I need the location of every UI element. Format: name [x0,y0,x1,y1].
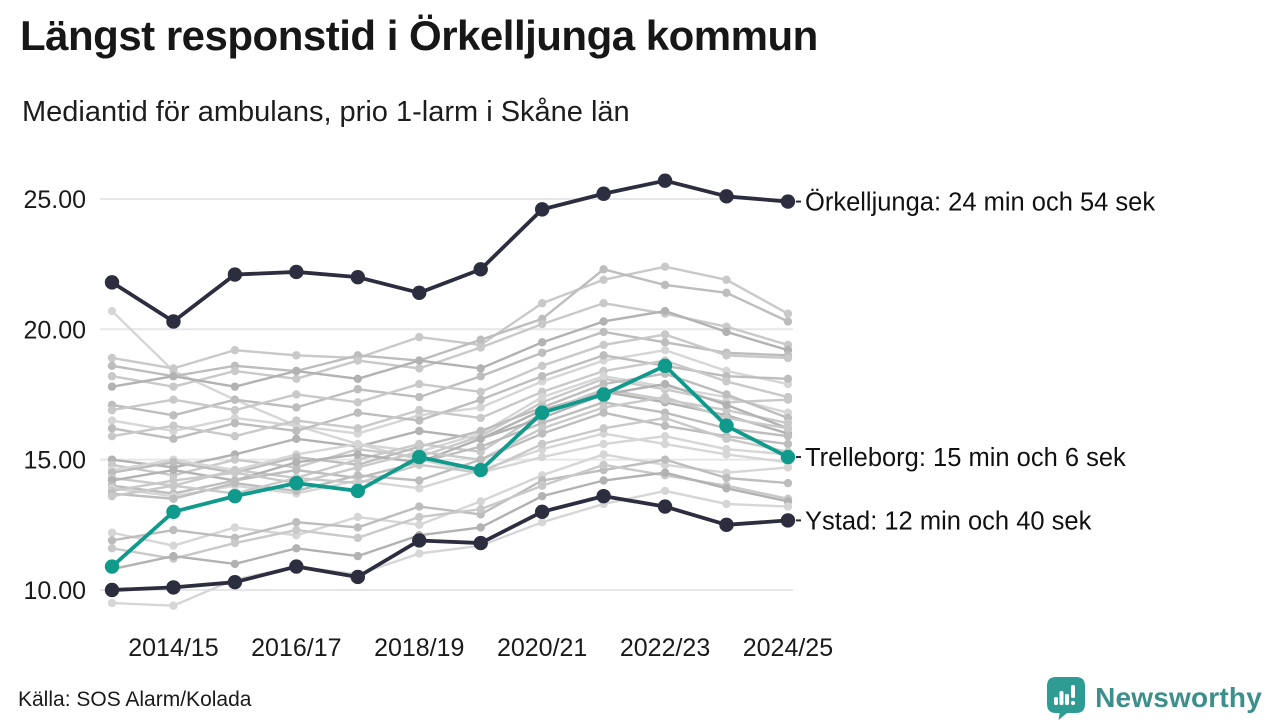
municipality-series-point [415,549,423,557]
municipality-series-point [661,440,669,448]
series-trelleborg-point [719,419,733,433]
municipality-series-point [538,349,546,357]
municipality-series-point [477,435,485,443]
municipality-series-line [112,269,788,376]
series-annotation-label: Trelleborg: 15 min och 6 sek [805,444,1126,473]
municipality-series-point [415,356,423,364]
municipality-series-point [415,513,423,521]
series-ystad-point [781,513,795,527]
series-ystad-point [535,505,549,519]
municipality-series-point [292,403,300,411]
municipality-series-point [292,435,300,443]
municipality-series-point [784,502,792,510]
y-axis-tick-label: 25.00 [23,185,86,214]
y-axis-tick-label: 20.00 [23,316,86,345]
municipality-series-point [169,526,177,534]
municipality-series-point [722,484,730,492]
x-axis-tick-label: 2024/25 [742,634,834,662]
municipality-series-point [784,309,792,317]
municipality-series-point [354,552,362,560]
municipality-series-point [599,440,607,448]
municipality-series-point [169,466,177,474]
series-rkelljunga-point [658,174,672,188]
series-rkelljunga-point [474,262,488,276]
municipality-series-point [231,468,239,476]
municipality-series-point [231,382,239,390]
municipality-series-point [661,432,669,440]
municipality-series-point [722,289,730,297]
municipality-series-point [354,450,362,458]
municipality-series-point [477,388,485,396]
municipality-series-point [292,375,300,383]
municipality-series-point [108,432,116,440]
series-rkelljunga-point [228,267,242,281]
municipality-series-point [661,468,669,476]
page-title: Längst responstid i Örkelljunga kommun [20,12,818,59]
series-trelleborg-point [105,559,119,573]
series-annotation-label: Örkelljunga: 24 min och 54 sek [805,188,1156,217]
x-axis-tick-label: 2014/15 [128,634,219,662]
municipality-series-point [292,427,300,435]
series-rkelljunga-point [719,189,733,203]
municipality-series-point [784,375,792,383]
municipality-series-point [722,328,730,336]
municipality-series-point [599,424,607,432]
municipality-series-point [292,390,300,398]
municipality-series-point [661,487,669,495]
series-ystad-point [596,489,610,503]
municipality-series-point [661,393,669,401]
municipality-series-point [415,333,423,341]
municipality-series-point [661,455,669,463]
municipality-series-point [415,521,423,529]
municipality-series-point [354,385,362,393]
municipality-series-point [231,455,239,463]
municipality-series-point [292,416,300,424]
municipality-series-point [599,409,607,417]
newsworthy-bubble-chart-icon [1046,676,1086,720]
municipality-series-line [112,379,788,475]
municipality-series-point [354,398,362,406]
municipality-series-point [231,395,239,403]
newsworthy-logo [1046,676,1262,720]
municipality-series-point [661,281,669,289]
municipality-series-point [415,427,423,435]
municipality-series-point [415,476,423,484]
municipality-series-point [784,479,792,487]
municipality-series-point [108,544,116,552]
municipality-series-point [108,362,116,370]
municipality-series-point [722,377,730,385]
municipality-series-point [538,440,546,448]
municipality-series-point [415,393,423,401]
municipality-series-point [599,341,607,349]
municipality-series-point [722,450,730,458]
municipality-series-point [661,380,669,388]
municipality-series-point [415,440,423,448]
series-trelleborg-point [228,489,242,503]
series-ystad-point [166,580,180,594]
series-rkelljunga-point [166,314,180,328]
y-axis-tick-label: 10.00 [23,577,86,605]
municipality-series-point [661,307,669,315]
series-trelleborg-point [166,505,180,519]
municipality-series-point [169,372,177,380]
municipality-series-point [538,372,546,380]
series-rkelljunga-point [596,187,610,201]
series-trelleborg-point [535,406,549,420]
municipality-series-point [108,492,116,500]
municipality-series-point [599,461,607,469]
municipality-series-point [538,393,546,401]
municipality-series-point [477,343,485,351]
municipality-series-point [538,518,546,526]
x-axis-tick-label: 2018/19 [374,634,465,662]
municipality-series-point [477,497,485,505]
municipality-series-point [354,513,362,521]
municipality-series-point [169,411,177,419]
municipality-series-point [169,422,177,430]
series-rkelljunga-line [112,181,788,322]
municipality-series-point [354,409,362,417]
municipality-series-point [169,495,177,503]
x-axis-tick-label: 2020/21 [496,634,588,662]
municipality-series-point [169,541,177,549]
municipality-series-point [722,474,730,482]
municipality-series-point [784,432,792,440]
municipality-series-point [231,560,239,568]
series-rkelljunga-point [105,275,119,289]
municipality-series-point [354,471,362,479]
series-ystad-point [228,575,242,589]
x-axis-tick-label: 2016/17 [251,634,342,662]
municipality-series-point [415,364,423,372]
municipality-series-point [477,364,485,372]
chart-subtitle: Mediantid för ambulans, prio 1-larm i Skåne län [22,96,630,128]
municipality-series-point [292,544,300,552]
municipality-series-point [231,346,239,354]
municipality-series-point [292,458,300,466]
municipality-series-point [292,526,300,534]
municipality-series-point [599,328,607,336]
municipality-series-point [108,424,116,432]
series-rkelljunga-point [351,270,365,284]
municipality-series-point [169,395,177,403]
series-annotation-label: Ystad: 12 min och 40 sek [805,507,1092,536]
municipality-series-point [292,351,300,359]
municipality-series-point [477,336,485,344]
municipality-series-point [722,390,730,398]
municipality-series-point [231,539,239,547]
series-ystad-point [719,518,733,532]
municipality-series-point [231,419,239,427]
municipality-series-point [722,276,730,284]
municipality-series-point [169,552,177,560]
municipality-series-point [784,463,792,471]
municipality-series-point [108,599,116,607]
municipality-series-point [108,354,116,362]
series-trelleborg-point [596,387,610,401]
series-trelleborg-point [781,450,795,464]
municipality-series-point [538,482,546,490]
newsworthy-wordmark: Newsworthy [1095,682,1262,713]
series-rkelljunga-point [781,194,795,208]
municipality-series-point [169,382,177,390]
series-ystad-point [351,570,365,584]
municipality-series-point [477,523,485,531]
municipality-series-point [722,351,730,359]
municipality-series-point [599,265,607,273]
municipality-series-point [169,482,177,490]
series-ystad-point [412,533,426,547]
municipality-series-point [354,375,362,383]
series-rkelljunga-point [535,202,549,216]
municipality-series-point [538,299,546,307]
municipality-series-point [108,528,116,536]
municipality-series-point [354,424,362,432]
municipality-series-point [415,484,423,492]
municipality-series-point [108,406,116,414]
municipality-series-point [661,330,669,338]
municipality-series-point [599,476,607,484]
municipality-series-point [354,523,362,531]
municipality-series-point [169,364,177,372]
municipality-series-point [292,466,300,474]
municipality-series-point [599,276,607,284]
municipality-series-point [477,505,485,513]
municipality-series-point [784,395,792,403]
municipality-series-point [231,523,239,531]
municipality-series-point [292,367,300,375]
municipality-series-point [599,317,607,325]
municipality-series-point [661,422,669,430]
municipality-series-point [784,424,792,432]
series-ystad-point [474,536,488,550]
municipality-series-point [169,601,177,609]
municipality-series-point [599,299,607,307]
municipality-series-point [599,372,607,380]
municipality-series-point [292,518,300,526]
municipality-series-point [231,406,239,414]
municipality-series-point [661,263,669,271]
municipality-series-point [415,380,423,388]
municipality-series-point [538,453,546,461]
municipality-series-point [354,440,362,448]
municipality-series-point [661,338,669,346]
y-axis-tick-label: 15.00 [23,446,86,475]
series-trelleborg-point [412,450,426,464]
municipality-series-point [477,455,485,463]
municipality-series-point [599,450,607,458]
municipality-series-point [538,320,546,328]
series-rkelljunga-point [289,265,303,279]
municipality-series-point [784,317,792,325]
municipality-series-point [477,442,485,450]
municipality-series-point [722,435,730,443]
municipality-series-point [477,414,485,422]
series-rkelljunga-point [412,286,426,300]
municipality-series-point [477,427,485,435]
municipality-series-point [108,416,116,424]
municipality-series-point [538,492,546,500]
municipality-series-point [108,536,116,544]
municipality-series-point [415,406,423,414]
municipality-series-point [108,372,116,380]
municipality-series-point [108,382,116,390]
municipality-series-point [784,440,792,448]
x-axis-tick-label: 2022/23 [619,634,711,662]
source-note: Källa: SOS Alarm/Kolada [18,688,252,711]
municipality-series-point [231,432,239,440]
municipality-series-point [477,403,485,411]
series-ystad-point [658,499,672,513]
municipality-series-point [231,367,239,375]
series-trelleborg-point [289,476,303,490]
municipality-series-point [169,458,177,466]
municipality-series-point [354,356,362,364]
municipality-series-point [538,362,546,370]
municipality-series-point [415,502,423,510]
municipality-series-point [231,479,239,487]
series-trelleborg-point [351,484,365,498]
municipality-series-point [599,351,607,359]
series-ystad-point [289,559,303,573]
municipality-series-point [415,416,423,424]
municipality-series-point [538,429,546,437]
municipality-series-line [112,473,788,569]
municipality-series-point [108,307,116,315]
municipality-series-point [477,372,485,380]
municipality-series-point [722,401,730,409]
municipality-series-point [354,534,362,542]
municipality-series-point [538,338,546,346]
municipality-series-point [722,500,730,508]
series-ystad-point [105,583,119,597]
series-trelleborg-point [658,359,672,373]
municipality-series-point [661,414,669,422]
municipality-series-point [784,354,792,362]
municipality-series-point [661,346,669,354]
municipality-series-point [169,435,177,443]
municipality-series-point [477,395,485,403]
municipality-series-point [354,463,362,471]
series-trelleborg-point [474,463,488,477]
